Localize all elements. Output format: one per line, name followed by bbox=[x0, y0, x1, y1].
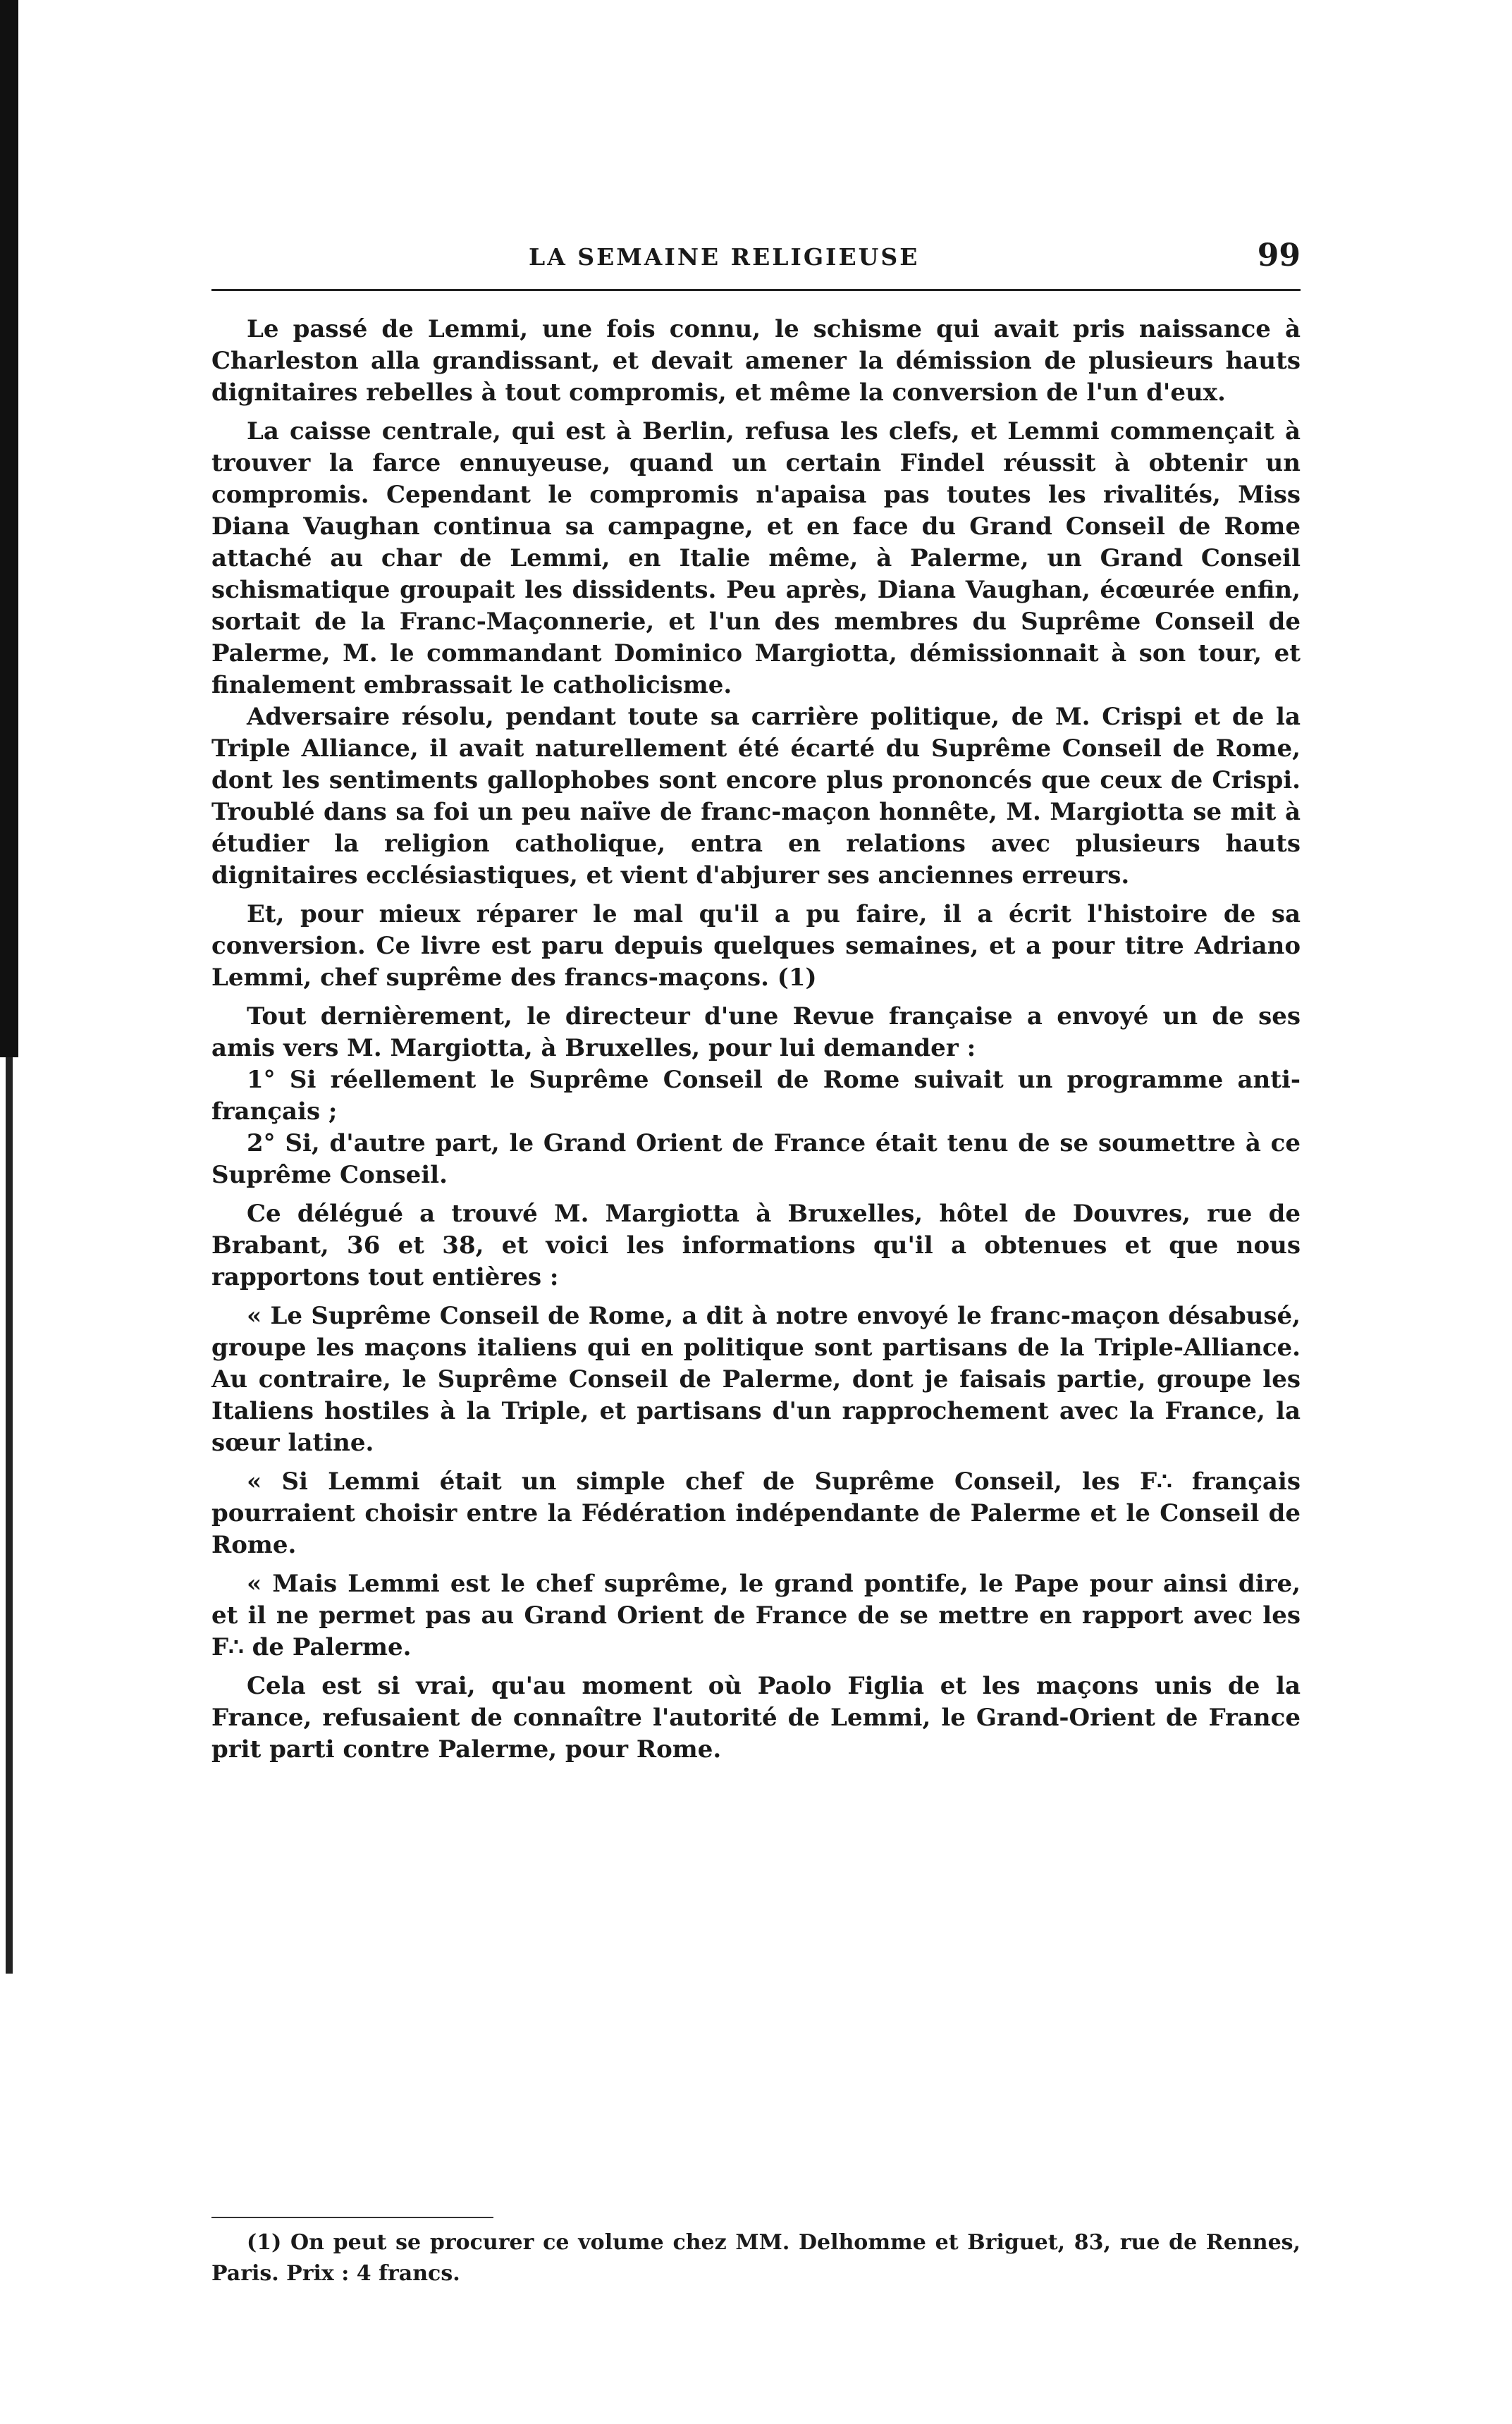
paragraph: Adversaire résolu, pendant toute sa carrière politique, de M. Crispi et de la Triple Alliance, il avait naturellement été écarté du Suprême Conseil de Rome, dont les sentiments gallophobes sont encore plus prononcés que ceux de Crispi. Troublé dans sa foi un peu naïve de franc-maçon honnête, M. Margiotta se mit à étudier la religion catholique, entra en relations avec plusieurs hauts dignitaires ecclésiastiques, et vient d'abjurer ses anciennes erreurs. bbox=[211, 703, 1301, 890]
paragraph: 2° Si, d'autre part, le Grand Orient de France était tenu de se soumettre à ce Suprême Conseil. bbox=[211, 1129, 1301, 1189]
page-header bbox=[211, 238, 1301, 278]
page-number: 99 bbox=[1257, 238, 1301, 273]
header-rule bbox=[211, 289, 1301, 291]
paragraph: « Le Suprême Conseil de Rome, a dit à notre envoyé le franc-maçon désabusé, groupe les maçons italiens qui en politique sont partisans de la Triple-Alliance. Au contraire, le Suprême Conseil de Palerme, dont je faisais partie, groupe les Italiens hostiles à la Triple, et partisans d'un rapprochement avec la France, la sœur latine. bbox=[211, 1302, 1301, 1457]
paragraph: Ce délégué a trouvé M. Margiotta à Bruxelles, hôtel de Douvres, rue de Brabant, 36 et 38, et voici les informations qu'il a obtenues et que nous rapportons tout entières : bbox=[211, 1200, 1301, 1291]
footnote bbox=[211, 2227, 1301, 2289]
paragraph: Tout dernièrement, le directeur d'une Revue française a envoyé un de ses amis vers M. Margiotta, à Bruxelles, pour lui demander : bbox=[211, 1002, 1301, 1062]
running-title: LA SEMAINE RELIGIEUSE bbox=[529, 243, 920, 271]
article-body bbox=[211, 314, 1301, 1766]
footnote-rule bbox=[211, 2217, 493, 2218]
page-binding-edge bbox=[0, 0, 18, 1057]
paragraph: La caisse centrale, qui est à Berlin, refusa les clefs, et Lemmi commençait à trouver la farce ennuyeuse, quand un certain Findel réussit à obtenir un compromis. Cependant le compromis n'apaisa pas toutes les rivalités, Miss Diana Vaughan continua sa campagne, et en face du Grand Conseil de Rome attaché au char de Lemmi, en Italie même, à Palerme, un Grand Conseil schismatique groupait les dissidents. Peu après, Diana Vaughan, écœurée enfin, sortait de la Franc-Maçonnerie, et l'un des membres du Suprême Conseil de Palerme, M. le commandant Dominico Margiotta, démissionnait à son tour, et finalement embrassait le catholicisme. bbox=[211, 417, 1301, 699]
footnote-text: (1) On peut se procurer ce volume chez MM. Delhomme et Briguet, 83, rue de Rennes, Paris. Prix : 4 francs. bbox=[211, 2230, 1301, 2286]
paragraph: « Si Lemmi était un simple chef de Suprême Conseil, les F∴ français pourraient choisir entre la Fédération indépendante de Palerme et le Conseil de Rome. bbox=[211, 1468, 1301, 1559]
page-binding-edge-lower bbox=[6, 1057, 13, 1974]
paragraph: Et, pour mieux réparer le mal qu'il a pu faire, il a écrit l'histoire de sa conversion. Ce livre est paru depuis quelques semaines, et a pour titre Adriano Lemmi, chef suprême des francs-maçons. (1) bbox=[211, 900, 1301, 992]
paragraph: « Mais Lemmi est le chef suprême, le grand pontife, le Pape pour ainsi dire, et il ne permet pas au Grand Orient de France de se mettre en rapport avec les F∴ de Palerme. bbox=[211, 1570, 1301, 1661]
paragraph: Cela est si vrai, qu'au moment où Paolo Figlia et les maçons unis de la France, refusaient de connaître l'autorité de Lemmi, le Grand-Orient de France prit parti contre Palerme, pour Rome. bbox=[211, 1672, 1301, 1764]
paragraph: Le passé de Lemmi, une fois connu, le schisme qui avait pris naissance à Charleston alla grandissant, et devait amener la démission de plusieurs hauts dignitaires rebelles à tout compromis, et même la conversion de l'un d'eux. bbox=[211, 315, 1301, 407]
paragraph: 1° Si réellement le Suprême Conseil de Rome suivait un programme anti-français ; bbox=[211, 1066, 1301, 1126]
